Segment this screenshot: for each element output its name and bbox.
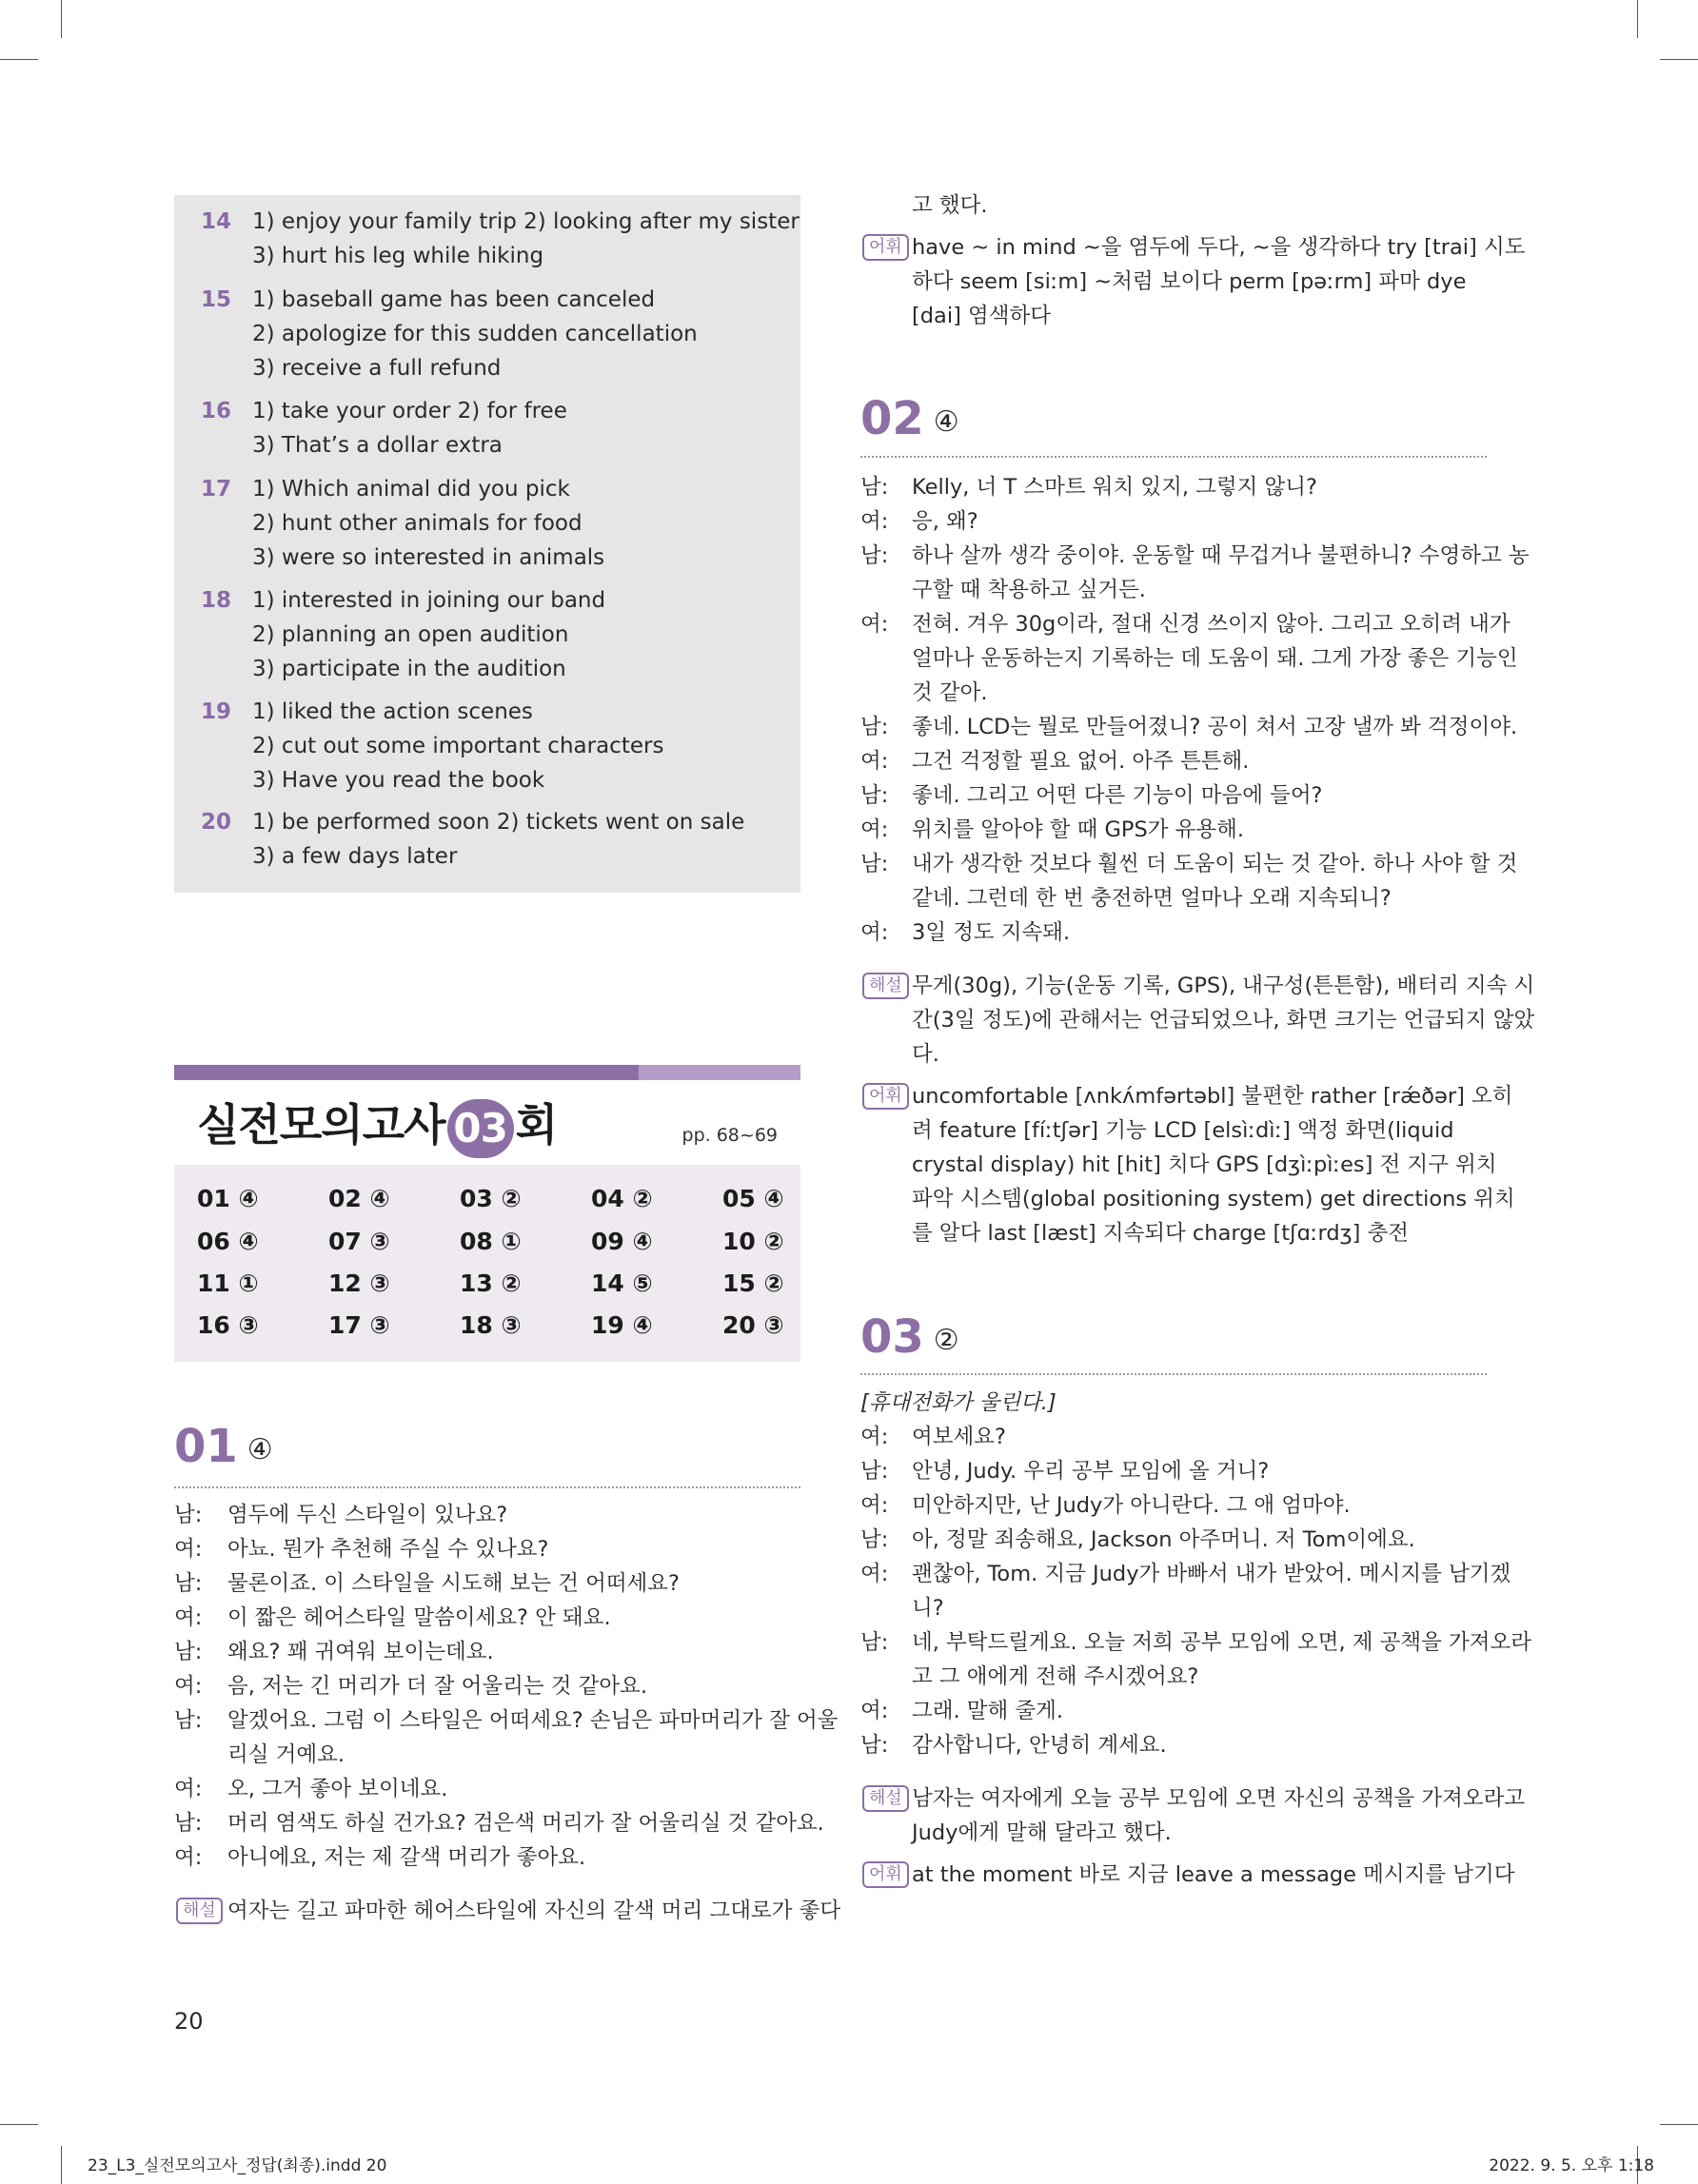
speaker: 남:: [860, 475, 889, 500]
vocabulary-tag: 어휘: [862, 1861, 909, 1888]
explanation-text: 다.: [912, 1042, 939, 1067]
speaker: 여:: [860, 612, 889, 637]
question-number: 02: [860, 392, 924, 445]
utterance: 알겠어요. 그럼 이 스타일은 어떠세요? 손님은 파마머리가 잘 어울: [227, 1708, 839, 1733]
speaker: 여:: [860, 817, 889, 842]
speaker: 남:: [860, 1527, 889, 1552]
explanation-tag: 해설: [862, 1785, 909, 1812]
explanation-text: 간(3일 정도)에 관해서는 언급되었으나, 화면 크기는 언급되지 않았: [912, 1008, 1535, 1033]
grid-cell: 10 ②: [722, 1228, 784, 1255]
answer-line: 1) enjoy your family trip 2) looking after my sister: [252, 209, 800, 234]
vocabulary-text: uncomfortable [ʌnkʌ́mfərtəbl] 불편한 rather [rǽðər] 오히: [912, 1084, 1513, 1109]
speaker: 여:: [860, 509, 889, 534]
grid-cell: 04 ②: [591, 1185, 653, 1212]
stage-direction: [휴대전화가 울린다.]: [860, 1390, 1056, 1415]
vocabulary-text: [dai] 염색하다: [912, 304, 1051, 328]
grid-cell: 13 ②: [460, 1269, 522, 1297]
answer-line: 1) liked the action scenes: [252, 699, 533, 724]
utterance: 내가 생각한 것보다 훨씬 더 도움이 되는 것 같아. 하나 사야 할 것: [912, 852, 1518, 876]
speaker: 여:: [174, 1845, 203, 1870]
answer-line: 1) be performed soon 2) tickets went on sale: [252, 810, 745, 835]
dotted-divider: [174, 1486, 800, 1488]
utterance: 니?: [912, 1596, 944, 1621]
speaker: 남:: [174, 1571, 203, 1596]
speaker: 남:: [860, 1459, 889, 1484]
utterance: 그래. 말해 줄게.: [912, 1699, 1064, 1723]
answer-number: 16: [201, 399, 232, 423]
speaker: 남:: [860, 543, 889, 568]
grid-cell: 17 ③: [328, 1311, 390, 1339]
test-title-bar: [174, 1081, 800, 1165]
footer-filename: 23_L3_실전모의고사_정답(최종).indd 20: [88, 2156, 387, 2175]
speaker: 여:: [860, 1562, 889, 1586]
speaker: 남:: [860, 783, 889, 808]
question-01-heading: [174, 1420, 273, 1473]
test-title-prefix: 실전모의고사: [197, 1099, 445, 1151]
speaker: 남:: [860, 1733, 889, 1758]
speaker: 여:: [860, 1699, 889, 1723]
answer-number: 17: [201, 477, 232, 502]
grid-cell: 19 ④: [591, 1311, 653, 1339]
answer-number: 19: [201, 699, 232, 724]
speaker: 남:: [174, 1708, 203, 1733]
explanation-text: Judy에게 말해 달라고 했다.: [912, 1820, 1172, 1845]
header-band-accent: [639, 1065, 800, 1080]
answer-line: 2) apologize for this sudden cancellation: [252, 322, 698, 346]
speaker: 여:: [174, 1674, 203, 1699]
utterance: 음, 저는 긴 머리가 더 잘 어울리는 것 같아요.: [227, 1674, 648, 1699]
answer-line: 3) Have you read the book: [252, 768, 545, 793]
utterance: 감사합니다, 안녕히 계세요.: [912, 1733, 1167, 1758]
speaker: 여:: [860, 1493, 889, 1518]
vocabulary-text: crystal display) hit [hit] 치다 GPS [dʒìːpìːes] 전 지구 위치: [912, 1152, 1497, 1177]
utterance: 여보세요?: [912, 1425, 1006, 1449]
speaker: 여:: [860, 1425, 889, 1449]
vocabulary-tag: 어휘: [862, 1083, 909, 1110]
utterance: 아뇨. 뭔가 추천해 주실 수 있나요?: [227, 1537, 549, 1562]
explanation-text: 여자는 길고 파마한 헤어스타일에 자신의 갈색 머리 그대로가 좋다: [227, 1899, 841, 1923]
answer-line: 3) receive a full refund: [252, 356, 502, 381]
speaker: 여:: [174, 1777, 203, 1801]
utterance: Kelly, 너 T 스마트 워치 있지, 그렇지 않니?: [912, 475, 1317, 500]
speaker: 남:: [174, 1811, 203, 1836]
question-number: 03: [860, 1310, 924, 1364]
vocabulary-text: 파악 시스템(global positioning system) get directions 위치: [912, 1187, 1515, 1211]
vocabulary-tag: 어휘: [862, 234, 909, 261]
vocabulary-text: have ~ in mind ~을 염두에 두다, ~을 생각하다 try [trai] 시도: [912, 235, 1526, 260]
grid-cell: 01 ④: [197, 1185, 259, 1212]
speaker: 여:: [174, 1537, 203, 1562]
utterance: 오, 그거 좋아 보이네요.: [227, 1777, 448, 1801]
utterance: 머리 염색도 하실 건가요? 검은색 머리가 잘 어울리실 것 같아요.: [227, 1811, 824, 1836]
grid-cell: 14 ⑤: [591, 1269, 653, 1297]
speaker: 남:: [174, 1503, 203, 1527]
answer-line: 1) take your order 2) for free: [252, 399, 567, 423]
explanation-text: 남자는 여자에게 오늘 공부 모임에 오면 자신의 공책을 가져오라고: [912, 1786, 1526, 1811]
grid-cell: 20 ③: [722, 1311, 784, 1339]
question-03-heading: [860, 1310, 959, 1364]
test-number-badge: 03: [447, 1099, 514, 1158]
answer-number: 14: [201, 209, 232, 234]
answer-line: 2) planning an open audition: [252, 622, 569, 647]
explanation-text: 고 했다.: [912, 193, 988, 218]
utterance: 좋네. 그리고 어떤 다른 기능이 마음에 들어?: [912, 783, 1323, 808]
answer-number: 15: [201, 287, 232, 312]
answer-line: 3) were so interested in animals: [252, 545, 605, 570]
answer-line: 3) That’s a dollar extra: [252, 433, 503, 458]
utterance: 전혀. 겨우 30g이라, 절대 신경 쓰이지 않아. 그리고 오히려 내가: [912, 612, 1510, 637]
answer-line: 1) baseball game has been canceled: [252, 287, 656, 312]
vocabulary-text: 를 알다 last [læst] 지속되다 charge [tʃɑːrdʒ] 충전: [912, 1221, 1410, 1246]
utterance: 이 짧은 헤어스타일 말씀이세요? 안 돼요.: [227, 1605, 611, 1630]
vocabulary-text: 하다 seem [siːm] ~처럼 보이다 perm [pəːrm] 파마 dye: [912, 269, 1467, 294]
answer-line: 3) a few days later: [252, 844, 458, 869]
explanation-text: 무게(30g), 기능(운동 기록, GPS), 내구성(튼튼함), 배터리 지속 시: [912, 974, 1535, 998]
speaker: 남:: [860, 852, 889, 876]
speaker: 여:: [860, 749, 889, 774]
test-title-suffix: 회: [515, 1099, 558, 1151]
grid-cell: 16 ③: [197, 1311, 259, 1339]
answers-box: [174, 195, 800, 893]
utterance: 네, 부탁드릴게요. 오늘 저희 공부 모임에 오면, 제 공책을 가져오라: [912, 1630, 1531, 1655]
utterance: 것 같아.: [912, 680, 988, 705]
answer-number: 18: [201, 588, 232, 613]
utterance: 염두에 두신 스타일이 있나요?: [227, 1503, 508, 1527]
question-answer: ④: [933, 404, 959, 439]
grid-cell: 02 ④: [328, 1185, 390, 1212]
crop-mark: [0, 59, 38, 60]
utterance: 같네. 그런데 한 번 충전하면 얼마나 오래 지속되니?: [912, 886, 1392, 911]
utterance: 리실 거예요.: [227, 1742, 345, 1767]
grid-cell: 15 ②: [722, 1269, 784, 1297]
crop-mark: [1660, 2124, 1698, 2125]
speaker: 남:: [860, 715, 889, 739]
test-title: [197, 1091, 557, 1158]
answer-line: 3) hurt his leg while hiking: [252, 244, 544, 268]
utterance: 아, 정말 죄송해요, Jackson 아주머니. 저 Tom이에요.: [912, 1527, 1415, 1552]
utterance: 안녕, Judy. 우리 공부 모임에 올 거니?: [912, 1459, 1270, 1484]
utterance: 응, 왜?: [912, 509, 978, 534]
utterance: 좋네. LCD는 뭘로 만들어졌니? 공이 쳐서 고장 낼까 봐 걱정이야.: [912, 715, 1518, 739]
crop-mark: [1637, 0, 1638, 38]
question-answer: ②: [933, 1323, 959, 1357]
grid-cell: 03 ②: [460, 1185, 522, 1212]
page-number: 20: [174, 2008, 204, 2035]
explanation-tag: 해설: [176, 1898, 223, 1924]
question-02-heading: [860, 392, 959, 445]
utterance: 위치를 알아야 할 때 GPS가 유용해.: [912, 817, 1245, 842]
utterance: 그건 걱정할 필요 없어. 아주 튼튼해.: [912, 749, 1250, 774]
header-band: [174, 1065, 800, 1080]
utterance: 구할 때 착용하고 싶거든.: [912, 578, 1146, 602]
utterance: 괜찮아, Tom. 지금 Judy가 바빠서 내가 받았어. 메시지를 남기겠: [912, 1562, 1511, 1586]
footer-datetime: 2022. 9. 5. 오후 1:18: [1489, 2156, 1654, 2175]
utterance: 얼마나 운동하는지 기록하는 데 도움이 돼. 그게 가장 좋은 기능인: [912, 646, 1518, 671]
explanation-tag: 해설: [862, 973, 909, 999]
speaker: 여:: [860, 920, 889, 945]
grid-cell: 06 ④: [197, 1228, 259, 1255]
vocabulary-text: at the moment 바로 지금 leave a message 메시지를 남기다: [912, 1862, 1515, 1887]
speaker: 남:: [174, 1640, 203, 1664]
grid-cell: 11 ①: [197, 1269, 259, 1297]
speaker: 여:: [174, 1605, 203, 1630]
grid-cell: 09 ④: [591, 1228, 653, 1255]
crop-mark: [61, 0, 62, 38]
answer-grid: [174, 1165, 800, 1362]
utterance: 미안하지만, 난 Judy가 아니란다. 그 애 엄마야.: [912, 1493, 1351, 1518]
crop-mark: [1660, 59, 1698, 60]
dotted-divider: [860, 1373, 1487, 1375]
utterance: 왜요? 꽤 귀여워 보이는데요.: [227, 1640, 494, 1664]
answer-line: 2) cut out some important characters: [252, 734, 664, 758]
grid-cell: 08 ①: [460, 1228, 522, 1255]
utterance: 고 그 애에게 전해 주시겠어요?: [912, 1664, 1199, 1689]
answer-line: 3) participate in the audition: [252, 657, 566, 681]
answer-number: 20: [201, 810, 232, 835]
question-number: 01: [174, 1420, 238, 1473]
speaker: 남:: [860, 1630, 889, 1655]
grid-cell: 07 ③: [328, 1228, 390, 1255]
utterance: 물론이죠. 이 스타일을 시도해 보는 건 어떠세요?: [227, 1571, 680, 1596]
crop-mark: [61, 2146, 62, 2184]
grid-cell: 18 ③: [460, 1311, 522, 1339]
grid-cell: 12 ③: [328, 1269, 390, 1297]
utterance: 아니에요, 저는 제 갈색 머리가 좋아요.: [227, 1845, 586, 1870]
answer-line: 1) interested in joining our band: [252, 588, 606, 613]
dotted-divider: [860, 456, 1487, 458]
crop-mark: [0, 2124, 38, 2125]
vocabulary-text: 려 feature [fíːtʃər] 기능 LCD [elsìːdìː] 액정 화면(liquid: [912, 1118, 1454, 1143]
utterance: 3일 정도 지속돼.: [912, 920, 1071, 945]
page-range: pp. 68~69: [681, 1125, 778, 1146]
utterance: 하나 살까 생각 중이야. 운동할 때 무겁거나 불편하니? 수영하고 농: [912, 543, 1530, 568]
grid-cell: 05 ④: [722, 1185, 784, 1212]
answer-line: 1) Which animal did you pick: [252, 477, 570, 502]
answer-line: 2) hunt other animals for food: [252, 511, 582, 536]
question-answer: ④: [247, 1432, 273, 1466]
